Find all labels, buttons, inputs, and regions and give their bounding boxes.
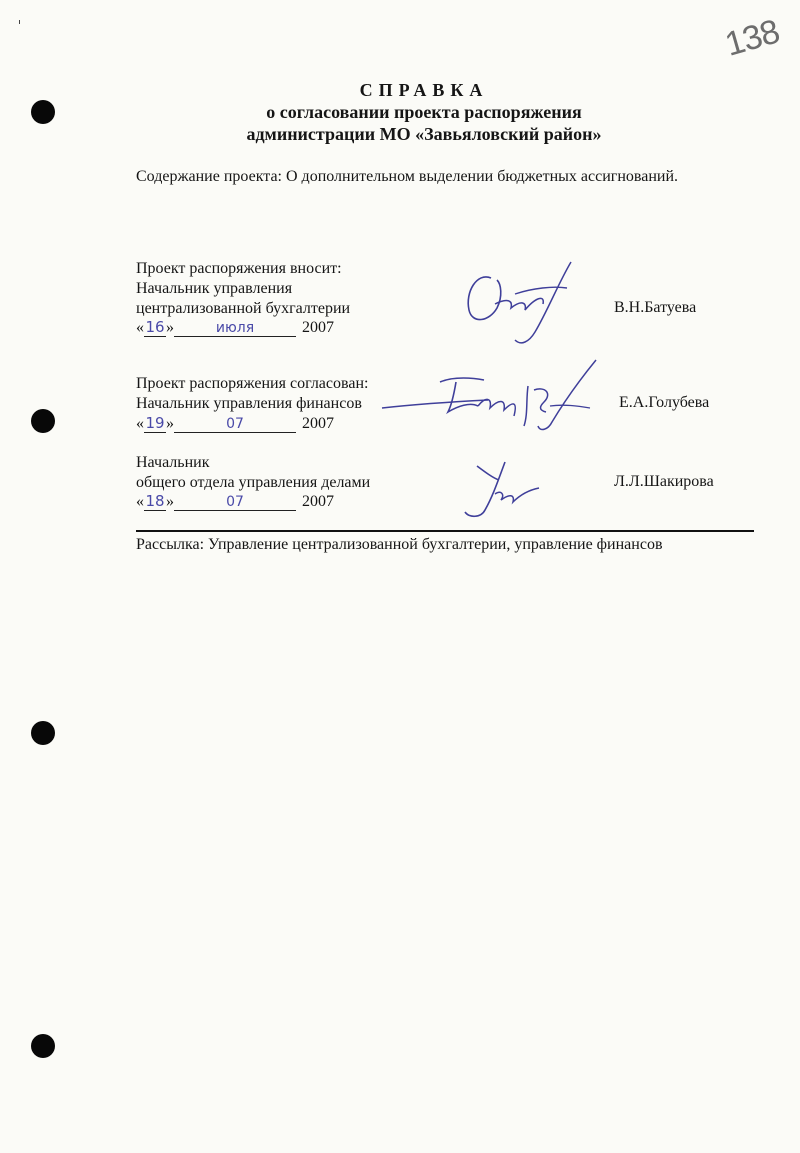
- document-header: [0, 79, 800, 145]
- document-title: СПРАВКА: [359, 80, 489, 100]
- signature-batueva: [455, 258, 585, 350]
- project-content: Содержание проекта: О дополнительном выделении бюджетных ассигнований.: [136, 168, 679, 185]
- date-year: 2007: [302, 319, 334, 336]
- block-2-date: «19» 07 2007: [136, 414, 334, 432]
- block-3-line-1: Начальник: [136, 454, 210, 471]
- date-day: 18: [145, 492, 165, 510]
- punch-hole: [31, 721, 55, 745]
- document-subtitle-line-2: администрации МО «Завьяловский район»: [246, 124, 602, 144]
- date-day: 16: [145, 318, 165, 336]
- divider-line: [136, 530, 754, 532]
- punch-hole: [31, 409, 55, 433]
- block-1-line-2: Начальник управления: [136, 280, 293, 297]
- block-3-signatory: Л.Л.Шакирова: [614, 473, 714, 490]
- block-3-date: «18» 07 2007: [136, 492, 334, 510]
- date-day: 19: [145, 414, 165, 432]
- block-2-signatory: Е.А.Голубева: [619, 394, 710, 411]
- block-1-signatory: В.Н.Батуева: [614, 299, 697, 316]
- document-subtitle-line-1: о согласовании проекта распоряжения: [266, 102, 582, 122]
- block-1-line-3: централизованной бухгалтерии: [136, 300, 351, 317]
- signature-golubeva: [378, 356, 604, 436]
- date-month: 07: [174, 494, 296, 511]
- block-1-date: «16» июля 2007: [136, 318, 334, 336]
- date-month: 07: [174, 416, 296, 433]
- scan-mark: [19, 20, 20, 24]
- date-year: 2007: [302, 415, 334, 432]
- block-2-line-1: Проект распоряжения согласован:: [136, 375, 369, 392]
- block-3-line-2: общего отдела управления делами: [136, 474, 371, 491]
- handwritten-page-number: 138: [720, 12, 784, 64]
- date-year: 2007: [302, 493, 334, 510]
- mailing-list: Рассылка: Управление централизованной бухгалтерии, управление финансов: [136, 536, 663, 553]
- block-2-line-2: Начальник управления финансов: [136, 395, 362, 412]
- punch-hole: [31, 1034, 55, 1058]
- block-1-line-1: Проект распоряжения вносит:: [136, 260, 342, 277]
- signature-shakirova: [455, 458, 545, 524]
- date-month: июля: [174, 320, 296, 337]
